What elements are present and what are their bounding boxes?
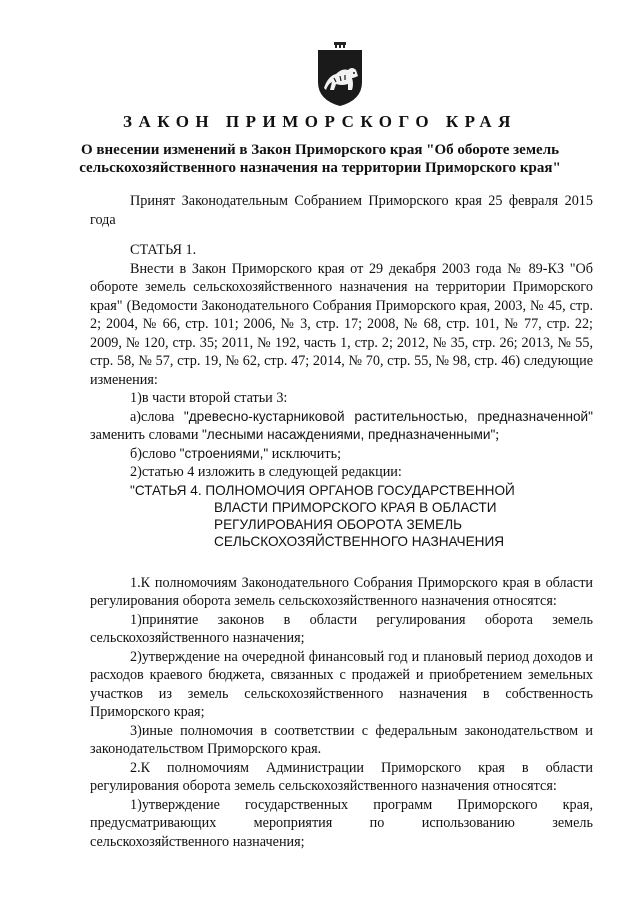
law-title: ЗАКОН ПРИМОРСКОГО КРАЯ [123,112,517,131]
article-4-heading-line-4: СЕЛЬСКОХОЗЯЙСТВЕННОГО НАЗНАЧЕНИЯ [214,533,505,549]
item-2: 2)статью 4 изложить в следующей редакции: [130,464,402,480]
adoption-note: Принят Законодательным Собранием Приморского края 25 февраля 2015 года [90,193,593,228]
subtitle-line-1: О внесении изменений в Закон Приморского края "Об обороте земель [80,142,560,158]
coat-of-arms-icon [312,42,368,108]
paragraph-1: 1.К полномочиям Законодательного Собрания Приморского края в области регулирования оборота земель сельскохозяйственного назначения относятся: [90,574,593,609]
paragraph-1-item-3: 3)иные полномочия в соответствии с федеральным законодательством и законодательством Приморского края. [90,722,593,757]
subtitle-line-2: сельскохозяйственного назначения на территории Приморского края" [79,160,561,176]
paragraph-2-item-1: 1)утверждение государственных программ Приморского края, предусматривающих мероприятия по использованию земель сельскохозяйственного назначения; [90,796,593,850]
article-4-heading-line-3: РЕГУЛИРОВАНИЯ ОБОРОТА ЗЕМЕЛЬ [214,516,463,532]
article-4-heading-line-2: ВЛАСТИ ПРИМОРСКОГО КРАЯ В ОБЛАСТИ [214,499,497,515]
law-subtitle [70,141,570,177]
paragraph-1-item-1: 1)принятие законов в области регулирования оборота земель сельскохозяйственного назначения; [90,611,593,646]
paragraph-1-item-2: 2)утверждение на очередной финансовый год и плановый период доходов и расходов краевого бюджета, связанных с продажей и приобретением земельных участков из земель сельскохозяйственного назначения в собственность Приморского края; [90,648,593,720]
item-1: 1)в части второй статьи 3: [130,390,288,406]
article-4-heading [90,482,593,550]
law-body [90,192,593,851]
article-1-intro: Внести в Закон Приморского края от 29 декабря 2003 года № 89-КЗ "Об обороте земель сельскохозяйственного назначения на территории Приморского края" (Ведомости Законодательного Собрания Приморского края, 2003, № 45, стр. 2; 2004, № 66, стр. 101; 2006, № 3, стр. 17; 2008, № 68, стр. 101, № 77, стр. 22; 2009, № 120, стр. 35; 2011, № 192, часть 1, стр. 2; 2012, № 35, стр. 26; 2013, № 55, стр. 58, № 57, стр. 19, № 62, стр. 47; 2014, № 70, стр. 55, № 98, стр. 46) следующие изменения: [90,260,593,388]
item-1a: а)слова "древесно-кустарниковой растительностью, предназначенной" заменить словами "лесными насаждениями, предназначенными"; [90,408,593,443]
article-4-heading-line-1: "СТАТЬЯ 4. ПОЛНОМОЧИЯ ОРГАНОВ ГОСУДАРСТВЕННОЙ [130,482,515,498]
item-1b: б)слово "строениями," исключить; [130,445,342,462]
article-1-heading: СТАТЬЯ 1. [130,242,197,258]
paragraph-2: 2.К полномочиям Администрации Приморского края в области регулирования оборота земель сельскохозяйственного назначения относятся: [90,759,593,794]
